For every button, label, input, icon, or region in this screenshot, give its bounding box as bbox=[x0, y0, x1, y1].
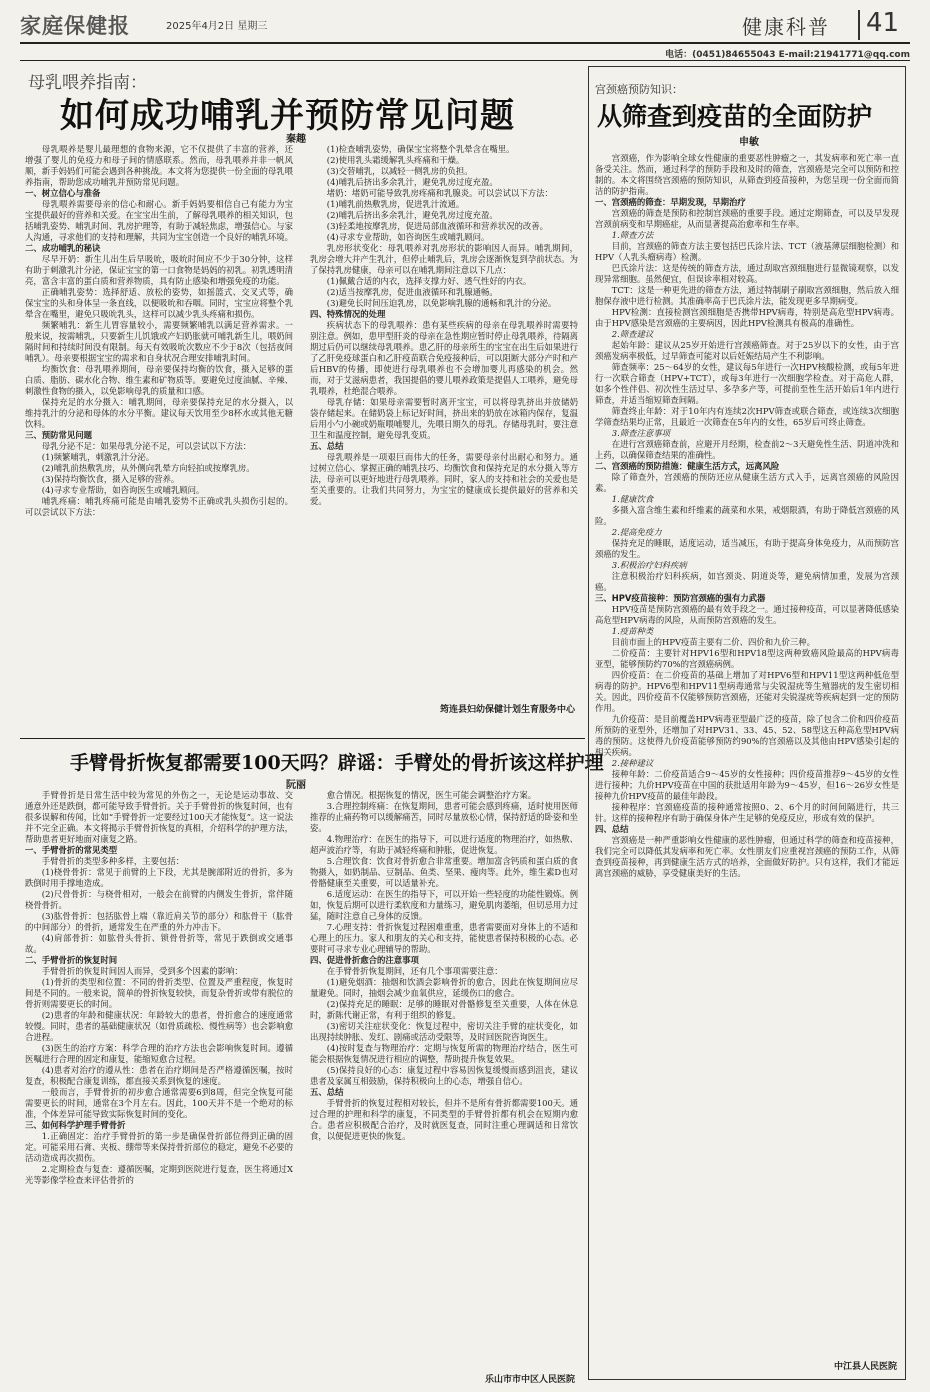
paragraph: 四价疫苗：在二价疫苗的基础上增加了对HPV6型和HPV11型这两种低危型病毒的防护。HPV6型和HPV11型病毒通常与尖锐湿疣等生殖器疣的发生密切相关。因此，四价疫苗不仅能够预防宫颈癌，还能对尖锐湿疣等疾病起到一定的预防作用。 bbox=[595, 670, 899, 713]
paragraph: 手臂骨折的恢复时间因人而异，受到多个因素的影响： bbox=[41, 966, 243, 976]
paragraph: 母乳喂养需要母亲的信心和耐心。新手妈妈要相信自己有能力为宝宝提供最好的营养和关爱。在宝宝出生前，了解母乳喂养的相关知识，包括哺乳姿势、哺乳时间、乳房护理等，有助于减轻焦虑，增强信心。与家人沟通，寻求他们的支持和理解，共同为宝宝创造一个良好的哺乳环境。 bbox=[25, 199, 293, 242]
article-title: 从筛查到疫苗的全面防护 bbox=[597, 102, 873, 131]
paragraph: 目前，宫颈癌的筛查方法主要包括巴氏涂片法、TCT（液基薄层细胞检测）和HPV（人乳头瘤病毒）检测。 bbox=[595, 241, 899, 262]
paragraph: 正确哺乳姿势：选择舒适、放松的姿势，如摇篮式、交叉式等，确保宝宝的头和身体呈一条直线，以便吸吮和吞咽。同时，宝宝应将整个乳晕含在嘴里，避免只吸吮乳头，这样可以减少乳头疼痛和损伤。 bbox=[25, 287, 293, 319]
section-heading: 五、总结 bbox=[310, 1087, 344, 1097]
subsection-heading: 3.积极治疗妇科疾病 bbox=[611, 560, 687, 570]
paragraph: 母乳喂养是婴儿最理想的食物来源，它不仅提供了丰富的营养，还增强了婴儿的免疫力和母子间的情感联系。然而，母乳喂养并非一帆风顺，新手妈妈们可能会遇到各种挑战。本文将为您提供一份全面的母乳喂养指南，帮助您成功哺乳并预防常见问题。 bbox=[25, 144, 293, 187]
article-column bbox=[595, 153, 899, 1353]
paragraph: (2)哺乳后挤出多余乳汁，避免乳房过度充盈。 bbox=[326, 210, 498, 220]
paragraph: 哺乳疼痛：哺乳疼痛可能是由哺乳姿势不正确或乳头损伤引起的。可以尝试以下方法： bbox=[25, 496, 293, 517]
paragraph: (3)避免长时间压迫乳房，以免影响乳腺的通畅和乳汁的分泌。 bbox=[326, 298, 557, 308]
paragraph: 注意积极治疗妇科疾病，如宫颈炎、阴道炎等，避免病情加重，发展为宫颈癌。 bbox=[595, 571, 899, 592]
paragraph: 愈合情况。根据恢复的情况，医生可能会调整治疗方案。 bbox=[326, 790, 537, 800]
section-heading: 三、如何科学护理手臂骨折 bbox=[25, 1120, 126, 1130]
page-divider bbox=[858, 10, 860, 40]
subsection-heading: 2.接种建议 bbox=[611, 758, 654, 768]
paragraph: 巴氏涂片法：这是传统的筛查方法，通过刮取宫颈细胞进行显微镜观察，以发现异常细胞。虽然便宜，但误诊率相对较高。 bbox=[595, 263, 899, 284]
section-heading: 五、总结 bbox=[310, 441, 344, 451]
paragraph: 尽早开奶：新生儿出生后早吸吮，吸吮时间应不少于30分钟，这样有助于刺激乳汁分泌，保证宝宝的第一口食物是妈妈的初乳。初乳透明清亮，富含丰富的蛋白质和营养物质，具有防止感染和增强免疫的功能。 bbox=[25, 254, 293, 286]
paragraph: 目前市面上的HPV疫苗主要有二价、四价和九价三种。 bbox=[611, 637, 816, 647]
paragraph: 疾病状态下的母乳喂养：患有某些疾病的母亲在母乳喂养时需要特别注意。例如，患甲型肝炎的母亲在急性期应暂时停止母乳喂养，待隔离期过后仍可以继续母乳喂养。患乙肝的母亲所生的宝宝在出生后如果进行了乙肝免疫球蛋白和乙肝疫苗联合免疫接种后，可以阻断大部分产时和产后HBV的传播，即使进行母乳喂养也不会增加婴儿再感染的机会。然而，对于艾滋病患者，我国提倡的婴儿喂养政策是提倡人工喂养，避免母乳喂养，杜绝混合喂养。 bbox=[310, 320, 578, 396]
paragraph: 手臂骨折是日常生活中较为常见的外伤之一，无论是运动事故、交通意外还是跌倒，都可能导致手臂骨折。关于手臂骨折的恢复时间，也有很多误解和传闻，比如“手臂骨折一定要经过100天才能恢复”。这一说法并不完全正确。本文将揭示手臂骨折恢复的真相，介绍科学的护理方法，帮助患者更好地面对康复之路。 bbox=[25, 790, 293, 844]
section-heading: 四、特殊情况的处理 bbox=[310, 309, 386, 319]
section-heading: 四、总结 bbox=[595, 824, 629, 834]
paragraph: 多摄入富含维生素和纤维素的蔬菜和水果，戒烟限酒，有助于降低宫颈癌的风险。 bbox=[595, 505, 899, 526]
article-author: 秦趣 bbox=[286, 134, 306, 145]
page-number: 41 bbox=[866, 8, 900, 38]
paragraph: (1)哺乳前热敷乳房，促进乳汁流通。 bbox=[326, 199, 465, 209]
article-kicker: 宫颈癌预防知识： bbox=[595, 83, 683, 96]
paragraph: 筛查终止年龄：对于10年内有连续2次HPV筛查或联合筛查，或连续3次细胞学筛查结果均正常，且最近一次筛查在5年内的女性，65岁后可终止筛查。 bbox=[595, 406, 899, 427]
article-author: 阮丽 bbox=[286, 780, 306, 791]
subsection-heading: 2.提高免疫力 bbox=[611, 527, 662, 537]
article-column bbox=[25, 790, 293, 1385]
paragraph: 2.定期检查与复查：遵循医嘱，定期到医院进行复查，医生将通过X光等影像学检查来评估骨折的 bbox=[25, 1164, 293, 1185]
paragraph: 在进行宫颈癌筛查前，应避开月经期，检查前2～3天避免性生活、阴道冲洗和上药，以确保筛查结果的准确性。 bbox=[595, 439, 899, 460]
subsection-heading: 1.疫苗种类 bbox=[611, 626, 654, 636]
section-heading: 二、手臂骨折的恢复时间 bbox=[25, 955, 118, 965]
paragraph: 母乳存储：如果母亲需要暂时离开宝宝，可以将母乳挤出并放储奶袋存储起来。在储奶袋上标记好时间，挤出来的奶放在冰箱内保存，复温后用小勺小碗或奶瓶喂哺婴儿，先喂日期久的母乳。存储母乳时，要注意卫生和温度控制，避免母乳变质。 bbox=[310, 397, 578, 440]
section-heading: 三、HPV疫苗接种：预防宫颈癌的强有力武器 bbox=[595, 593, 766, 603]
paragraph: 堵奶：堵奶可能导致乳房疼痛和乳腺炎。可以尝试以下方法： bbox=[326, 188, 553, 198]
byline-org: 中江县人民医院 bbox=[833, 1362, 897, 1372]
paragraph: HPV疫苗是预防宫颈癌的最有效手段之一。通过接种疫苗，可以显著降低感染高危型HPV病毒的风险，从而预防宫颈癌的发生。 bbox=[595, 604, 899, 625]
paragraph: (4)哺乳后挤出多余乳汁，避免乳房过度充盈。 bbox=[326, 177, 498, 187]
byline-org: 筠连县妇幼保健计划生育服务中心 bbox=[439, 705, 575, 715]
section-heading: 二、宫颈癌的预防措施：健康生活方式，远离风险 bbox=[595, 461, 780, 471]
section-divider bbox=[20, 738, 585, 739]
section-heading: 三、预防常见问题 bbox=[25, 430, 92, 440]
contact-rule bbox=[20, 60, 910, 61]
paragraph: (1)检查哺乳姿势，确保宝宝将整个乳晕含在嘴里。 bbox=[326, 144, 515, 154]
paragraph: 手臂骨折的恢复过程相对较长，但并不是所有骨折都需要100天。通过合理的护理和科学的康复，不同类型的手臂骨折都有机会在短期内愈合。患者应积极配合治疗，及时就医复查，同时注重心理调适和日常饮食，以便促进更快的恢复。 bbox=[310, 1098, 578, 1141]
paragraph: (1)佩戴合适的内衣，选择支撑力好、透气性好的内衣。 bbox=[326, 276, 532, 286]
paragraph: 起始年龄：建议从25岁开始进行宫颈癌筛查。对于25岁以下的女性，由于宫颈癌发病率极低，过早筛查可能对以后妊娠结局产生不利影响。 bbox=[595, 340, 899, 361]
paragraph: (5)保持良好的心态：康复过程中容易因恢复缓慢而感到沮丧，建议患者及家属互相鼓励，保持积极向上的心态，增强自信心。 bbox=[310, 1065, 578, 1086]
section-heading: 二、成功哺乳的秘诀 bbox=[25, 243, 101, 253]
paragraph: (2)适当按摩乳房，促进血液循环和乳腺通畅。 bbox=[326, 287, 498, 297]
paragraph: 乳房形状变化：母乳喂养对乳房形状的影响因人而异。哺乳期间，乳房会增大并产生乳汁，但停止哺乳后，乳房会逐渐恢复到孕前状态。为了保持乳房健康，母亲可以在哺乳期间注意以下几点： bbox=[310, 243, 578, 275]
issue-date: 2025年4月2日 星期三 bbox=[166, 21, 268, 32]
paragraph: (2)患者的年龄和健康状况：年龄较大的患者，骨折愈合的速度通常较慢。同时，患者的基础健康状况（如骨质疏松、慢性病等）也会影响愈合进程。 bbox=[25, 1010, 293, 1042]
paragraph: 九价疫苗：是目前覆盖HPV病毒亚型最广泛的疫苗，除了包含二价和四价疫苗所预防的亚型外，还增加了对HPV31、33、45、52、58型这五种高危型HPV病毒的预防。这使得九价疫苗能够预防约90%的宫颈癌以及其他由HPV感染引起的相关疾病。 bbox=[595, 714, 899, 757]
paragraph: (4)肩部骨折：如肱骨头骨折、锁骨骨折等，常见于跌倒或交通事故。 bbox=[25, 933, 293, 954]
paragraph: (2)保持充足的睡眠：足够的睡眠对骨骼修复至关重要，人体在休息时，新陈代谢正常，有利于组织的修复。 bbox=[310, 999, 578, 1020]
paragraph: 一般而言，手臂骨折的初步愈合通常需要6到8周，但完全恢复可能需要更长的时间，通常在3个月左右。因此，100天并不是一个绝对的标准，个体差异可能导致实际恢复时间的变化。 bbox=[25, 1087, 293, 1119]
paragraph: (4)按时复查与物理治疗：定期与恢复所需的物理治疗结合，医生可能会根据恢复情况进行相应的调整，帮助提升恢复效果。 bbox=[310, 1043, 578, 1064]
paragraph: 接种程序：宫颈癌疫苗的接种通常按照0、2、6个月的时间间隔进行，共三针。这样的接种程序有助于确保身体产生足够的免疫反应，形成有效的保护。 bbox=[595, 802, 899, 823]
article-cervical-cancer bbox=[588, 66, 906, 1380]
section-heading: 一、树立信心与准备 bbox=[25, 188, 101, 198]
paper-name: 家庭保健报 bbox=[20, 14, 130, 38]
paragraph: 除了筛查外，宫颈癌的预防还应从健康生活方式入手，远离宫颈癌的风险因素。 bbox=[595, 472, 899, 493]
paragraph: TCT：这是一种更先进的筛查方法，通过特制刷子刷取宫颈细胞，然后放入细胞保存液中进行检测。其准确率高于巴氏涂片法，能发现更多早期病变。 bbox=[595, 285, 899, 306]
paragraph: 3.合理控制疼痛：在恢复期间，患者可能会感到疼痛，适时使用医师推荐的止痛药物可以缓解痛苦，同时尽量放松心情，保持舒适的卧姿和坐姿。 bbox=[310, 801, 578, 833]
section-heading: 一、宫颈癌的筛查：早期发现，早期治疗 bbox=[595, 197, 746, 207]
article-author: 申敏 bbox=[739, 137, 759, 148]
paragraph: 频繁哺乳：新生儿胃容量较小，需要频繁哺乳以满足营养需求。一般来说，按需哺乳，只要新生儿饥饿或产妇奶胀就可哺乳新生儿，喂奶间隔时间和持续时间没有限制。每天有效吸吮次数应不少于8次（包括夜间哺乳）。母亲要根据宝宝的需求和自身状况合理安排哺乳时间。 bbox=[25, 320, 293, 363]
paragraph: HPV检测：直接检测宫颈细胞是否携带HPV病毒，特别是高危型HPV病毒。由于HPV感染是宫颈癌的主要病因，因此HPV检测具有极高的准确性。 bbox=[595, 307, 899, 328]
paragraph: (4)寻求专业帮助，如咨询医生或哺乳顾问。 bbox=[41, 485, 205, 495]
paragraph: 在手臂骨折恢复期间，还有几个事项需要注意： bbox=[326, 966, 503, 976]
article-column bbox=[310, 144, 578, 699]
article-breastfeeding bbox=[20, 62, 585, 732]
paragraph: 宫颈癌的筛查是预防和控制宫颈癌的重要手段。通过定期筛查，可以及早发现宫颈前病变和早期癌症，从而显著提高治愈率和生存率。 bbox=[595, 208, 899, 229]
paragraph: 4.物理治疗：在医生的指导下，可以进行适度的物理治疗，如热敷、超声波治疗等，有助于减轻疼痛和肿胀，促进恢复。 bbox=[310, 834, 578, 855]
paragraph: 5.合理饮食：饮食对骨折愈合非常重要。增加富含钙质和蛋白质的食物摄入，如奶制品、豆制品、鱼类、坚果、瘦肉等。此外，维生素D也对骨骼健康至关重要，可以适量补充。 bbox=[310, 856, 578, 888]
paragraph: (1)桡骨骨折：常见于前臂的上下段，尤其是腕部附近的骨折，多为跌倒时用手撑地造成。 bbox=[25, 867, 293, 888]
paragraph: (4)患者对治疗的遵从性：患者在治疗期间是否严格遵循医嘱，按时复查，积极配合康复训练，都直接关系到恢复的速度。 bbox=[25, 1065, 293, 1086]
paragraph: 手臂骨折的类型多种多样，主要包括： bbox=[41, 856, 185, 866]
paragraph: (3)轻柔地按摩乳房，促进局部血液循环和营养状况的改善。 bbox=[326, 221, 549, 231]
paragraph: 1.正确固定：治疗手臂骨折的第一步是确保骨折部位得到正确的固定。可能采用石膏、夹板、绷带等来保持骨折部位的稳定，避免不必要的活动造成再次损伤。 bbox=[25, 1131, 293, 1163]
subsection-heading: 1.健康饮食 bbox=[611, 494, 654, 504]
paragraph: (2)尺骨骨折：与桡骨相对，一般会在前臂的内侧发生骨折，常伴随桡骨骨折。 bbox=[25, 889, 293, 910]
article-title: 手臂骨折恢复都需要100天吗？辟谣：手臂处的骨折该这样护理 bbox=[70, 752, 604, 774]
contact-line: 电话：(0451)84655043 E-mail:21941771@qq.com bbox=[665, 50, 910, 60]
paragraph: (3)密切关注症状变化：恢复过程中，密切关注手臂的症状变化，如出现持续肿胀、发红、剧痛或活动受限等，及时回医院咨询医生。 bbox=[310, 1021, 578, 1042]
paragraph: (2)哺乳前热敷乳房，从外侧向乳晕方向轻拍或按摩乳房。 bbox=[41, 463, 255, 473]
paragraph: 筛查频率：25～64岁的女性，建议每5年进行一次HPV核酸检测，或每5年进行一次联合筛查（HPV+TCT），或每3年进行一次细胞学检查。对于高危人群，如多个性伴侣、初次性生活过早、多孕多产等，可提前至性生活开始后1年内进行筛查，并适当缩短筛查间隔。 bbox=[595, 362, 899, 405]
paragraph: 7.心理支持：骨折恢复过程困难重重，患者需要面对身体上的不适和心理上的压力。家人和朋友的关心和支持，能使患者保持积极的心态。必要时可寻求专业心理辅导的帮助。 bbox=[310, 922, 578, 954]
paragraph: (3)保持均衡饮食，摄入足够的营养。 bbox=[41, 474, 180, 484]
section-heading: 一、手臂骨折的常见类型 bbox=[25, 845, 118, 855]
paragraph: (1)骨折的类型和位置：不同的骨折类型、位置及严重程度，恢复时间是不同的。一般来说，简单的骨折恢复较快，而复杂骨折或带有脱位的骨折则需要更长的时间。 bbox=[25, 977, 293, 1009]
section-heading: 四、促进骨折愈合的注意事项 bbox=[310, 955, 419, 965]
subsection-heading: 2.筛查建议 bbox=[611, 329, 654, 339]
paragraph: 6.适度运动：在医生的指导下，可以开始一些轻度的功能性锻炼。例如，恢复后期可以进行柔软度和力量练习，避免肌肉萎缩，但切忌用力过猛，随时注意自己身体的反馈。 bbox=[310, 889, 578, 921]
paragraph: (2)使用乳头霜缓解乳头疼痛和干燥。 bbox=[326, 155, 465, 165]
article-column bbox=[310, 790, 578, 1370]
paragraph: 母乳分泌不足：如果母乳分泌不足，可以尝试以下方法： bbox=[41, 441, 252, 451]
section-name: 健康科普 bbox=[742, 15, 830, 39]
paragraph: 二价疫苗：主要针对HPV16型和HPV18型这两种致癌风险最高的HPV病毒亚型，能够预防约70%的宫颈癌病例。 bbox=[595, 648, 899, 669]
byline-org: 乐山市市中区人民医院 bbox=[484, 1375, 575, 1385]
masthead bbox=[20, 8, 910, 42]
paragraph: 母乳喂养是一项艰巨而伟大的任务，需要母亲付出耐心和努力。通过树立信心、掌握正确的哺乳技巧、均衡饮食和保持充足的水分摄入等方法，母亲可以更好地进行母乳喂养。同时，家人的支持和社会的关爱也是至关重要的。让我们共同努力，为宝宝的健康成长提供最好的营养和关爱。 bbox=[310, 452, 578, 506]
paragraph: (4)寻求专业帮助，如咨询医生或哺乳顾问。 bbox=[326, 232, 490, 242]
article-kicker: 母乳喂养指南： bbox=[28, 73, 147, 93]
paragraph: 宫颈癌，作为影响全球女性健康的重要恶性肿瘤之一，其发病率和死亡率一直备受关注。然而，通过科学的预防手段和及时的筛查，宫颈癌是完全可以预防和控制的。本文将围绕宫颈癌的预防知识，从筛查到疫苗接种，为您呈现一份全面而简洁的防护指南。 bbox=[595, 153, 899, 196]
paragraph: (3)肱骨骨折：包括肱骨上端（靠近肩关节的部分）和肱骨干（肱骨的中间部分）的骨折，通常发生在严重的外力冲击下。 bbox=[25, 911, 293, 932]
article-title: 如何成功哺乳并预防常见问题 bbox=[60, 96, 515, 136]
paragraph: (1)频繁哺乳，刺激乳汁分泌。 bbox=[41, 452, 155, 462]
paragraph: 保持充足的水分摄入：哺乳期间，母亲要保持充足的水分摄入，以维持乳汁的分泌和母体的水分平衡。建议每天饮用至少8杯水或其他无糖饮料。 bbox=[25, 397, 293, 429]
paragraph: 保持充足的睡眠，适度运动，适当减压，有助于提高身体免疫力，从而预防宫颈癌的发生。 bbox=[595, 538, 899, 559]
paragraph: 接种年龄：二价疫苗适合9～45岁的女性接种；四价疫苗推荐9～45岁的女性进行接种；九价HPV疫苗在中国的获批适用年龄为9～45岁，但16～26岁女性是接种九价HPV疫苗的最佳年龄段。 bbox=[595, 769, 899, 801]
paragraph: (3)医生的治疗方案：科学合理的治疗方法也会影响恢复时间。遵循医嘱进行合理的固定和康复，能缩短愈合过程。 bbox=[25, 1043, 293, 1064]
masthead-rule bbox=[20, 42, 910, 44]
paragraph: 宫颈癌是一种严重影响女性健康的恶性肿瘤，但通过科学的筛查和疫苗接种，我们完全可以降低其发病率和死亡率。女性朋友们应重视宫颈癌的预防工作，从筛查到疫苗接种，再到健康生活方式的培养，全面做好防护。只有这样，我们才能远离宫颈癌的威胁，享受健康美好的生活。 bbox=[595, 835, 899, 878]
article-column bbox=[25, 144, 293, 726]
article-fracture bbox=[20, 742, 604, 1387]
subsection-heading: 3.筛查注意事项 bbox=[611, 428, 671, 438]
paragraph: (3)交替哺乳，以减轻一侧乳房的负担。 bbox=[326, 166, 473, 176]
subsection-heading: 1.筛查方法 bbox=[611, 230, 654, 240]
paragraph: 均衡饮食：母乳喂养期间，母亲要保持均衡的饮食，摄入足够的蛋白质、脂肪、碳水化合物、维生素和矿物质等。要避免过度油腻、辛辣、刺激性食物的摄入，以免影响母乳的质量和口感。 bbox=[25, 364, 293, 396]
paragraph: (1)避免烟酒：抽烟和饮酒会影响骨折的愈合，因此在恢复期间应尽量避免。同时，抽烟会减少血氧供应，延缓伤口的愈合。 bbox=[310, 977, 578, 998]
